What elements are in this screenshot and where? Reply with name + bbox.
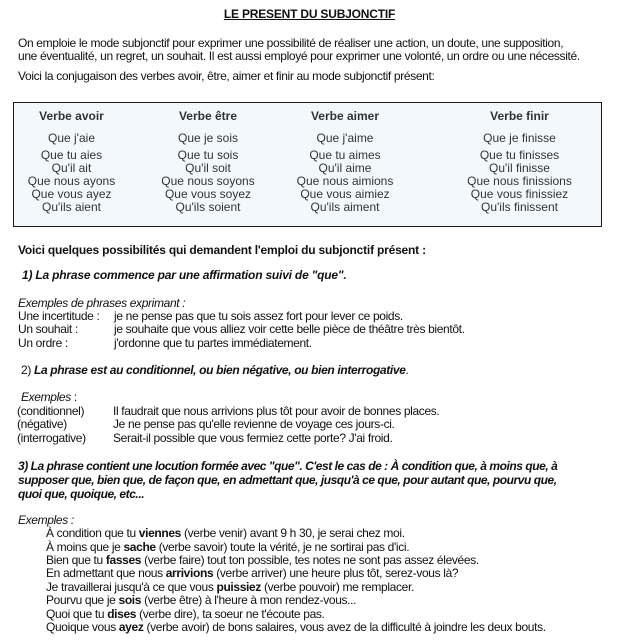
form: Qu'il soit: [185, 161, 231, 175]
possibilities-heading: Voici quelques possibilités qui demandent l'emploi du subjonctif présent :: [18, 243, 426, 257]
form: Que nous finissions: [467, 174, 572, 188]
example-label: Une incertitude :: [18, 309, 100, 323]
section2-number: 2): [21, 363, 31, 377]
example-text: Il faudrait que nous arrivions plus tôt pour avoir de bonnes places.: [113, 404, 440, 418]
form: Qu'ils aiment: [310, 200, 380, 214]
form: Que tu sois: [177, 148, 239, 162]
example-text: (verbe savoir) toute la vérité, je ne sortirai pas d'ici.: [155, 540, 410, 554]
example-label: (interrogative): [17, 431, 86, 445]
intro-line-2: une éventualité, un regret, un souhait. Il est aussi employé pour exprimer une volonté, un ordre ou une nécessité.: [18, 49, 580, 63]
column-header: Verbe avoir: [39, 109, 104, 123]
example-verb: sache: [123, 540, 156, 554]
example-text: (verbe dire), ta soeur ne t'écoute pas.: [136, 607, 325, 621]
example-text: En admettant que nous: [46, 566, 166, 580]
form: Que j'aie: [48, 131, 95, 145]
example-verb: sois: [118, 593, 142, 607]
section2-example: [17, 404, 439, 418]
page-title: LE PRESENT DU SUBJONCTIF: [223, 7, 396, 21]
section1-heading: 1) La phrase commence par une affirmation suivi de "que".: [22, 268, 347, 282]
section3-example: [46, 580, 414, 594]
form: Qu'ils soient: [175, 200, 241, 214]
section3-examples-label: Exemples :: [18, 513, 74, 527]
section2-heading-end: .: [405, 363, 409, 377]
section2-example: [17, 417, 395, 431]
example-verb: puissiez: [216, 580, 262, 594]
example-verb: dises: [107, 607, 137, 621]
section1-examples-label: Exemples de phrases exprimant :: [18, 296, 186, 310]
example-text: Bien que tu: [46, 553, 106, 567]
form: Qu'ils aient: [42, 200, 101, 214]
example-verb: fasses: [105, 553, 142, 567]
section3-example: [46, 593, 356, 607]
form: Que tu finisses: [479, 148, 560, 162]
form: Que nous aimions: [296, 174, 394, 188]
column-header: Verbe finir: [490, 109, 549, 123]
section3-example: [46, 607, 325, 621]
example-text: (verbe pouvoir) me remplacer.: [261, 580, 414, 594]
intro-line-3: Voici la conjugaison des verbes avoir, être, aimer et finir au mode subjonctif présent:: [18, 69, 435, 83]
section2-example: [17, 431, 392, 445]
section3-example: [46, 540, 409, 554]
intro-line-1: On emploie le mode subjonctif pour exprimer une possibilité de réaliser une action, un doute, une supposition,: [18, 36, 564, 50]
example-text: (verbe faire) tout ton possible, tes notes ne sont pas assez élevées.: [141, 553, 479, 567]
example-text: Quoi que tu: [46, 607, 108, 621]
example-text: À condition que tu: [46, 526, 139, 540]
example-label: Un souhait :: [18, 322, 78, 336]
example-label: (conditionnel): [17, 404, 85, 418]
section1-example: [18, 336, 312, 350]
form: Que nous soyons: [161, 174, 255, 188]
form: Que je sois: [177, 131, 239, 145]
example-text: À moins que je: [46, 540, 124, 554]
form: Que tu aimes: [309, 148, 381, 162]
section2-heading-text: La phrase est au conditionnel, ou bien négative, ou bien interrogative: [33, 363, 406, 377]
section1-example: [18, 309, 403, 323]
form: Que vous aimiez: [300, 187, 390, 201]
column-avoir: [14, 103, 129, 214]
example-text: je souhaite que vous alliez voir cette belle pièce de théâtre très bientôt.: [114, 322, 465, 336]
example-text: (verbe arriver) une heure plus tôt, serez-vous là?: [213, 566, 459, 580]
section3-example: [46, 620, 546, 634]
example-text: j'ordonne que tu partes immédiatement.: [114, 336, 312, 350]
section1-example: [18, 322, 465, 336]
form: Que je finisse: [483, 131, 556, 145]
section2-examples-label: [21, 390, 77, 404]
section3-example: [46, 566, 458, 580]
form: Que vous finissiez: [470, 187, 569, 201]
example-text: (verbe avoir) de bons salaires, vous avez de la difficulté à joindre les deux bouts.: [143, 620, 546, 634]
section3-heading-line-2: supposer que, bien que, de façon que, en admettant que, jusqu'à ce que, pour autant que, pourvu que,: [18, 473, 557, 487]
example-label: Un ordre :: [18, 336, 68, 350]
section3-heading-line-1: 3) La phrase contient une locution formée avec "que". C'est le cas de : À condition que, à moins que, à: [18, 459, 558, 473]
example-verb: viennes: [138, 526, 182, 540]
column-header: Verbe aimer: [310, 109, 380, 123]
example-text: Pourvu que je: [46, 593, 119, 607]
example-label: (négative): [17, 417, 67, 431]
example-text: Quoique vous: [46, 620, 119, 634]
example-text: je ne pense pas que tu sois assez fort pour lever ce poids.: [114, 309, 403, 323]
example-text: Je ne pense pas qu'elle revienne de voyage ces jours-ci.: [113, 417, 395, 431]
examples-label: Exemples: [21, 390, 71, 404]
section3-example: [46, 553, 479, 567]
example-verb: ayez: [118, 620, 144, 634]
form: Que vous ayez: [31, 187, 112, 201]
examples-colon: :: [70, 390, 77, 404]
form: Qu'ils finissent: [481, 200, 558, 214]
column-etre: [143, 103, 273, 214]
column-header: Verbe être: [178, 109, 238, 123]
section3-heading-line-3: quoi que, quoique, etc...: [18, 487, 145, 501]
form: Que j'aime: [316, 131, 374, 145]
example-text: (verbe être) à l'heure à mon rendez-vous...: [141, 593, 357, 607]
form: Qu'il ait: [51, 161, 92, 175]
form: Que vous soyez: [164, 187, 252, 201]
example-text: Serait-il possible que vous fermiez cette porte? J'ai froid.: [113, 431, 393, 445]
example-text: Je travaillerai jusqu'à ce que vous: [46, 580, 217, 594]
form: Qu'il finisse: [489, 161, 550, 175]
form: Qu'il aime: [318, 161, 372, 175]
column-finir: [452, 103, 587, 214]
example-text: (verbe venir) avant 9 h 30, je serai chez moi.: [181, 526, 405, 540]
column-aimer: [280, 103, 410, 214]
section2-heading: [21, 363, 409, 377]
example-verb: arrivions: [165, 566, 214, 580]
section3-example: [46, 526, 405, 540]
form: Que nous ayons: [27, 174, 116, 188]
form: Que tu aies: [40, 148, 103, 162]
conjugation-table: [13, 102, 602, 227]
